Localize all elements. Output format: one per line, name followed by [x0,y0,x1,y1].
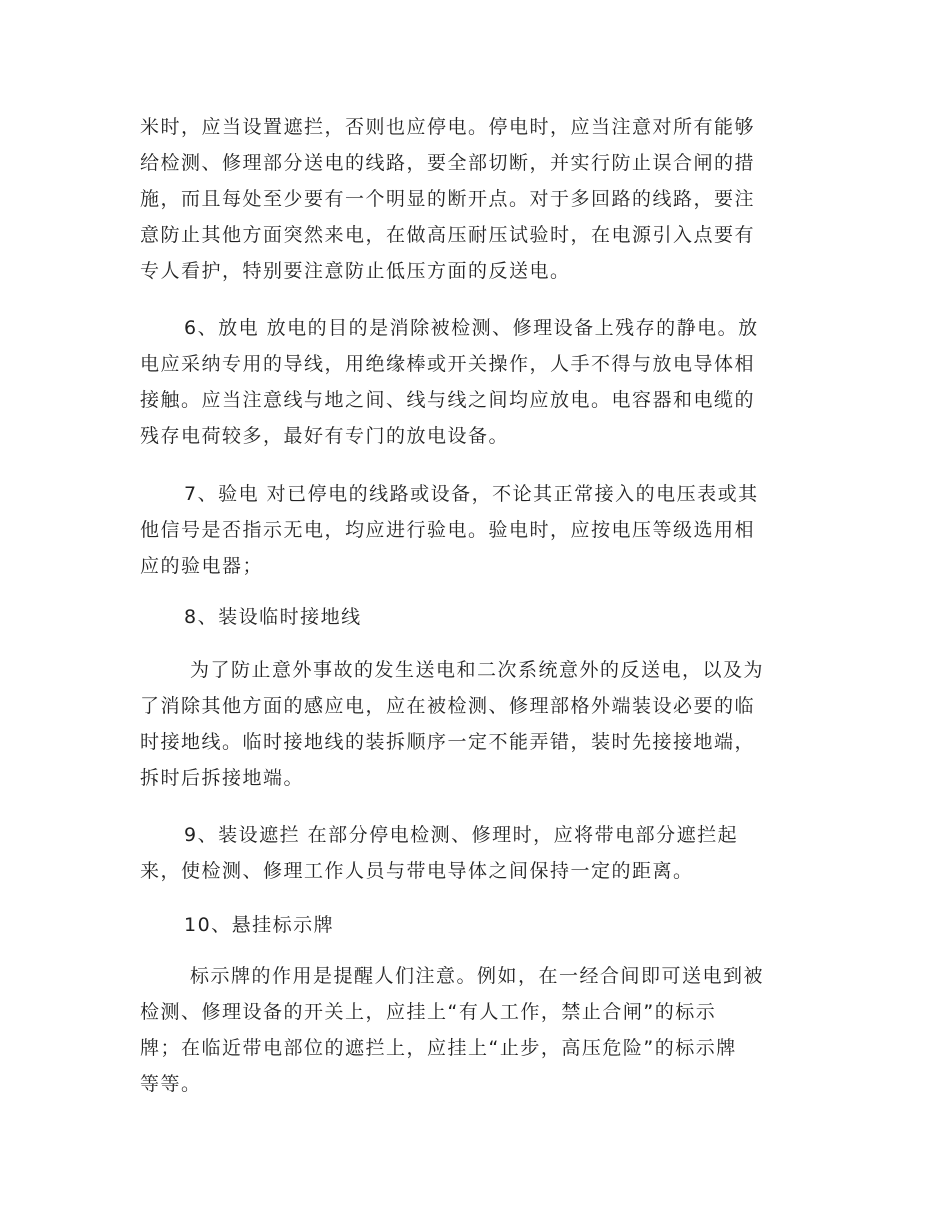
item-8-heading: 8、装设临时接地线 [184,606,362,628]
item-6-first-line: 6、放电 放电的目的是消除被检测、修理设备上残存的静电。放 [184,317,759,339]
text-line: 残存电荷较多，最好有专门的放电设备。 [140,425,510,447]
item-10-first-line: 标示牌的作用是提醒人们注意。例如，在一经合间即可送电到被 [190,965,765,987]
text-line: 给检测、修理部分送电的线路，要全部切断，并实行防止误合闸的措 [140,152,756,174]
item-7-first-line: 7、验电 对已停电的线路或设备，不论其正常接入的电压表或其 [184,483,759,505]
item-9-first-line: 9、装设遮拦 在部分停电检测、修理时，应将带电部分遮拦起 [184,824,739,846]
item-8-first-line: 为了防止意外事故的发生送电和二次系统意外的反送电，以及为 [190,659,765,681]
text-line: 专人看护，特别要注意防止低压方面的反送电。 [140,260,571,282]
text-line: 等等。 [140,1073,202,1095]
text-line: 应的验电器； [140,555,264,577]
text-line: 检测、修理设备的开关上，应挂上“有人工作，禁止合闸”的标示 [140,1001,717,1023]
text-line: 时接地线。临时接地线的装拆顺序一定不能弄错，装时先接接地端， [140,731,756,753]
item-10-heading: 10、悬挂标示牌 [184,914,335,936]
text-line: 拆时后拆接地端。 [140,767,305,789]
text-line: 了消除其他方面的感应电，应在被检测、修理部格外端装设必要的临 [140,695,756,717]
text-line: 来，使检测、修理工作人员与带电导体之间保持一定的距离。 [140,860,694,882]
text-line: 他信号是否指示无电，均应进行验电。验电时，应按电压等级选用相 [140,519,756,541]
text-line: 施，而且每处至少要有一个明显的断开点。对于多回路的线路，要注 [140,188,756,210]
text-line: 米时，应当设置遮拦，否则也应停电。停电时，应当注意对所有能够 [140,116,756,138]
text-line: 电应采纳专用的导线，用绝缘棒或开关操作，人手不得与放电导体相 [140,353,756,375]
text-line: 接触。应当注意线与地之间、线与线之间均应放电。电容器和电缆的 [140,389,756,411]
text-line: 意防止其他方面突然来电，在做高压耐压试验时，在电源引入点要有 [140,224,756,246]
text-line: 牌；在临近带电部位的遮拦上，应挂上“止步，高压危险”的标示牌 [140,1037,737,1059]
